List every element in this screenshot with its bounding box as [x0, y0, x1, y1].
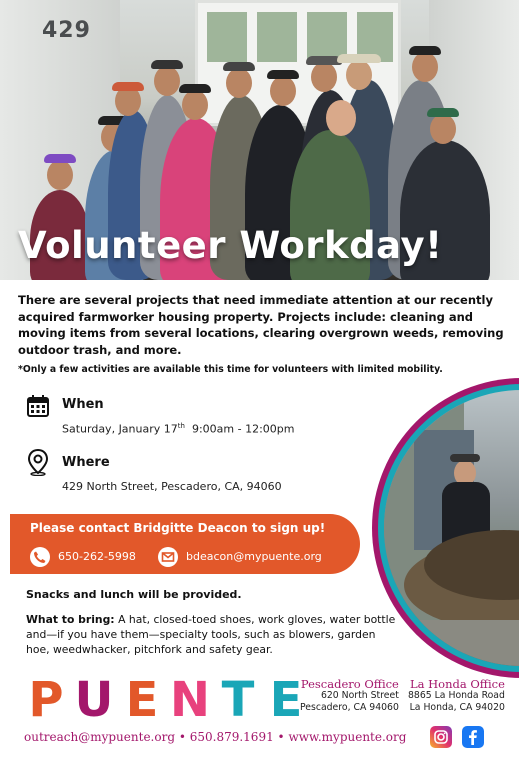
logo-letter: N	[169, 672, 211, 728]
footer-separator: •	[277, 730, 285, 744]
where-address: 429 North Street, Pescadero, CA, 94060	[62, 480, 282, 493]
phone-icon	[30, 547, 50, 567]
puente-logo	[24, 672, 312, 728]
when-date-suffix: th	[177, 422, 185, 430]
facebook-icon[interactable]	[462, 726, 484, 748]
volunteer-photo	[384, 390, 519, 666]
pescadero-office-line2: Pescadero, CA 94060	[300, 702, 399, 713]
mobility-note: *Only a few activities are available this time for volunteers with limited mobility.	[18, 364, 443, 375]
what-to-bring	[26, 612, 398, 657]
where-label: Where	[62, 455, 110, 470]
hero-photo	[0, 0, 519, 280]
logo-letter: U	[74, 672, 114, 728]
when-label: When	[62, 397, 104, 412]
logo-letter: P	[28, 672, 64, 728]
la-honda-office-line1: 8865 La Honda Road	[408, 690, 505, 701]
contact-banner	[10, 514, 360, 574]
when-date: Saturday, January 17	[62, 422, 178, 436]
footer-email[interactable]: outreach@mypuente.org	[24, 730, 175, 744]
pescadero-office-line1: 620 North Street	[320, 690, 399, 701]
mail-icon	[158, 547, 178, 567]
la-honda-office-name: La Honda Office	[410, 677, 505, 691]
la-honda-office	[408, 678, 505, 714]
footer-contact-line	[24, 730, 406, 744]
location-pin-icon	[26, 448, 52, 474]
pescadero-office	[300, 678, 399, 714]
logo-letter: E	[125, 672, 159, 728]
building-number: 429	[42, 18, 91, 43]
footer-website[interactable]: www.mypuente.org	[288, 730, 407, 744]
what-to-bring-label: What to bring:	[26, 613, 115, 626]
logo-letter: T	[221, 672, 255, 728]
when-value	[62, 422, 294, 436]
contact-phone[interactable]: 650-262-5998	[58, 550, 136, 563]
intro-paragraph: There are several projects that need immediate attention at our recently acquired farmworker housing property. Projects include: cleaning and moving items from several locations, clearing overgrown weeds, removing outdoor trash, and more.	[18, 293, 504, 357]
hero-title: Volunteer Workday!	[18, 224, 443, 267]
calendar-icon	[26, 394, 52, 420]
la-honda-office-line2: La Honda, CA 94020	[409, 702, 505, 713]
instagram-icon[interactable]	[430, 726, 452, 748]
logo-letter: E	[269, 672, 303, 728]
footer-separator: •	[178, 730, 186, 744]
when-time: 9:00am - 12:00pm	[191, 422, 295, 436]
pescadero-office-name: Pescadero Office	[300, 677, 399, 691]
contact-email[interactable]: bdeacon@mypuente.org	[186, 550, 322, 563]
footer-phone[interactable]: 650.879.1691	[189, 730, 274, 744]
contact-title: Please contact Bridgitte Deacon to sign up!	[30, 521, 326, 535]
what-to-bring-text: A hat, closed-toed shoes, work gloves, water bottle and—if you have them—specialty tools, such as blowers, garden hoe, weedwhacker, pitchfork and safety gear.	[26, 613, 396, 656]
snacks-note: Snacks and lunch will be provided.	[26, 588, 242, 601]
